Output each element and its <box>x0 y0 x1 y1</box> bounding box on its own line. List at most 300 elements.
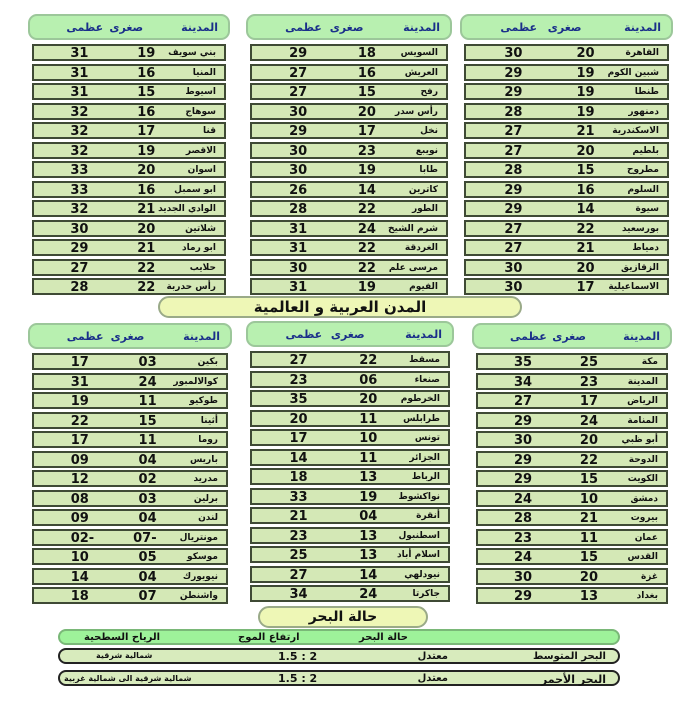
min-temp: 03 <box>138 355 157 370</box>
min-temp: 21 <box>137 202 156 217</box>
city-name: مرسى علم <box>388 262 438 273</box>
city-name: العريش <box>404 67 438 78</box>
city-name: اسيوط <box>185 87 216 97</box>
min-temp: 21 <box>576 241 595 256</box>
city-name: رفح <box>420 87 438 97</box>
city-name: لندن <box>198 513 218 523</box>
max-temp: 19 <box>70 394 89 409</box>
table-row <box>32 451 228 468</box>
column-header-city: المدينة <box>403 21 440 34</box>
min-temp: 23 <box>579 374 598 390</box>
table-row <box>250 220 448 237</box>
min-temp: 11 <box>579 530 598 546</box>
max-temp: 31 <box>70 374 89 390</box>
max-temp: 18 <box>70 589 89 604</box>
table-row <box>464 142 669 159</box>
city-name: طابا <box>419 165 438 175</box>
max-temp: 27 <box>289 65 308 81</box>
max-temp: 28 <box>514 511 533 526</box>
city-name: موسكو <box>187 552 218 562</box>
min-temp: 02 <box>138 472 157 487</box>
max-temp: 29 <box>504 65 523 81</box>
city-name: طنطا <box>634 87 659 97</box>
min-temp: 11 <box>359 450 378 466</box>
min-temp: 24 <box>359 587 378 602</box>
max-temp: 29 <box>504 85 523 100</box>
table-row <box>32 239 226 256</box>
max-temp: 28 <box>289 202 308 217</box>
max-temp: 27 <box>504 124 523 139</box>
table-row <box>464 220 669 237</box>
city-name: شبين الكوم <box>607 67 659 78</box>
min-temp: 19 <box>576 65 595 81</box>
city-name: طوكيو <box>189 396 218 406</box>
table-row <box>250 527 450 544</box>
max-temp: 30 <box>289 260 308 276</box>
min-temp: 16 <box>357 65 376 81</box>
table-row <box>464 259 669 276</box>
max-temp: 30 <box>504 260 523 276</box>
column-header-min: صغرى <box>109 21 144 34</box>
max-temp: 28 <box>70 280 89 295</box>
city-name: كاترين <box>408 184 438 195</box>
city-name: القاهرة <box>625 48 659 58</box>
min-temp: 15 <box>576 163 595 178</box>
max-temp: 27 <box>514 394 533 409</box>
column-header-min: صغرى <box>329 21 364 34</box>
max-temp: 17 <box>289 431 308 446</box>
max-temp: 32 <box>70 202 89 217</box>
city-name: تونس <box>414 433 440 443</box>
city-name: السلوم <box>627 184 659 195</box>
city-name: الخرطوم <box>400 394 440 404</box>
min-temp: 24 <box>357 221 376 237</box>
min-temp: 04 <box>138 569 157 585</box>
max-temp: 30 <box>504 280 523 295</box>
city-name: اسلام أباد <box>397 550 440 560</box>
min-temp: 16 <box>137 182 156 198</box>
sea-row-red-sea <box>58 670 620 686</box>
sea-name: البحر المتوسط <box>533 651 606 662</box>
min-temp: 20 <box>576 260 595 276</box>
max-temp: 29 <box>504 202 523 217</box>
min-temp: 10 <box>579 491 598 507</box>
min-temp: 04 <box>359 509 378 524</box>
table-row <box>476 568 668 585</box>
city-name: القدس <box>627 552 658 562</box>
table-row <box>464 161 669 178</box>
table-row <box>32 220 226 237</box>
table-row <box>250 239 448 256</box>
table-row <box>32 568 228 585</box>
min-temp: 20 <box>576 46 595 61</box>
table-row <box>32 44 226 61</box>
max-temp: 21 <box>289 509 308 524</box>
min-temp: 15 <box>579 550 598 565</box>
table-row <box>250 181 448 198</box>
min-temp: 15 <box>137 85 156 100</box>
max-temp: 32 <box>70 124 89 139</box>
max-temp: 31 <box>289 241 308 256</box>
max-temp: 33 <box>289 489 308 505</box>
table-row <box>32 122 226 139</box>
table-header <box>460 14 673 40</box>
sea-state: معتدل <box>417 673 448 684</box>
table-row <box>32 161 226 178</box>
column-header-city: المدينة <box>181 21 218 34</box>
max-temp: 27 <box>504 241 523 256</box>
table-header <box>28 323 232 349</box>
table-row <box>476 451 668 468</box>
egypt-table-3 <box>28 14 230 295</box>
max-temp: 29 <box>504 182 523 198</box>
city-name: الرباط <box>411 472 440 482</box>
table-row <box>476 509 668 526</box>
city-name: مسقط <box>409 355 440 365</box>
min-temp: 17 <box>576 280 595 295</box>
max-temp: 27 <box>289 567 308 583</box>
city-name: الجزائر <box>409 452 440 463</box>
city-name: نيويورك <box>182 571 218 582</box>
min-temp: 07- <box>133 530 157 546</box>
table-row <box>32 470 228 487</box>
max-temp: 24 <box>514 491 533 507</box>
column-header-city: المدينة <box>183 330 220 343</box>
max-temp: 09 <box>70 511 89 526</box>
city-name: نواكشوط <box>398 491 440 502</box>
table-header <box>246 321 454 347</box>
world-table-3 <box>28 323 232 604</box>
table-row <box>32 259 226 276</box>
max-temp: 30 <box>514 433 533 448</box>
city-name: بلطيم <box>632 145 659 156</box>
table-row <box>32 529 228 546</box>
world-cities-section-title: المدن العربية و العالمية <box>158 296 522 318</box>
city-name: شلاتين <box>185 223 216 234</box>
min-temp: 21 <box>579 511 598 526</box>
min-temp: 23 <box>357 143 376 159</box>
city-name: الفيوم <box>409 282 438 292</box>
table-row <box>250 371 450 388</box>
city-name: المنامة <box>627 415 658 426</box>
min-temp: 21 <box>137 241 156 256</box>
max-temp: 31 <box>70 46 89 61</box>
city-name: بغداد <box>636 591 658 601</box>
min-temp: 19 <box>576 104 595 120</box>
table-row <box>250 278 448 295</box>
city-name: حلايب <box>189 262 216 273</box>
table-row <box>464 44 669 61</box>
max-temp: 30 <box>289 163 308 178</box>
max-temp: 35 <box>514 355 533 370</box>
column-header-city: المدينة <box>623 330 660 343</box>
city-name: بورسعيد <box>621 223 659 234</box>
table-row <box>250 161 448 178</box>
column-header-max: عظمى <box>66 21 104 34</box>
city-name: قنا <box>203 126 216 136</box>
table-row <box>476 587 668 604</box>
min-temp: 04 <box>138 511 157 526</box>
table-row <box>464 200 669 217</box>
min-temp: 18 <box>357 46 376 61</box>
city-name: دمنهور <box>628 106 659 117</box>
max-temp: 35 <box>289 392 308 407</box>
column-header-max: عظمى <box>285 21 322 34</box>
column-header-city: المدينة <box>624 21 661 34</box>
table-row <box>32 64 226 81</box>
max-temp: 23 <box>289 528 308 544</box>
column-header-min: صغرى <box>547 21 582 34</box>
table-row <box>32 509 228 526</box>
sea-name: البحر الأحمر <box>540 673 606 686</box>
table-row <box>464 83 669 100</box>
city-name: الدوحة <box>628 454 658 465</box>
max-temp: 29 <box>289 124 308 139</box>
max-temp: 28 <box>504 163 523 178</box>
table-row <box>32 142 226 159</box>
min-temp: 22 <box>579 452 598 468</box>
table-header <box>472 323 672 349</box>
city-name: اسوان <box>187 165 216 175</box>
max-temp: 30 <box>514 569 533 585</box>
min-temp: 19 <box>576 85 595 100</box>
max-temp: 12 <box>70 472 89 487</box>
table-row <box>32 392 228 409</box>
min-temp: 24 <box>138 374 157 390</box>
sea-header-sea: حالة البحر <box>359 632 408 643</box>
table-row <box>32 431 228 448</box>
max-temp: 33 <box>70 182 89 198</box>
city-name: المنيا <box>192 67 216 78</box>
city-name: برلين <box>193 493 218 504</box>
max-temp: 34 <box>514 374 533 390</box>
max-temp: 26 <box>289 182 308 198</box>
city-name: صنعاء <box>414 374 440 385</box>
min-temp: 22 <box>357 260 376 276</box>
min-temp: 13 <box>359 548 378 563</box>
table-row <box>32 200 226 217</box>
max-temp: 29 <box>289 46 308 61</box>
max-temp: 18 <box>289 470 308 485</box>
table-row <box>476 353 668 370</box>
min-temp: 13 <box>359 470 378 485</box>
min-temp: 21 <box>576 124 595 139</box>
table-row <box>250 259 448 276</box>
table-row <box>250 429 450 446</box>
min-temp: 19 <box>359 489 378 505</box>
city-name: الطور <box>411 204 438 214</box>
city-name: الاقصر <box>185 145 216 156</box>
max-temp: 30 <box>289 143 308 159</box>
min-temp: 25 <box>579 355 598 370</box>
city-name: باريس <box>189 454 218 465</box>
city-name: كوالالمبور <box>173 376 218 387</box>
city-name: غزة <box>640 571 658 582</box>
max-temp: 33 <box>70 163 89 178</box>
city-name: الغردقة <box>404 243 438 253</box>
max-temp: 14 <box>289 450 308 466</box>
max-temp: 24 <box>514 550 533 565</box>
min-temp: 20 <box>357 104 376 120</box>
max-temp: 10 <box>70 550 89 565</box>
min-temp: 16 <box>137 65 156 81</box>
city-name: واشنطن <box>179 591 218 601</box>
max-temp: 31 <box>289 221 308 237</box>
min-temp: 22 <box>137 260 156 276</box>
egypt-table-2 <box>246 14 452 295</box>
city-name: روما <box>198 435 218 445</box>
sea-state-header <box>58 629 620 645</box>
min-temp: 19 <box>357 280 376 295</box>
min-temp: 22 <box>357 241 376 256</box>
min-temp: 20 <box>579 569 598 585</box>
table-row <box>464 278 669 295</box>
city-name: أنقرة <box>416 511 440 521</box>
city-name: دمشق <box>630 493 658 504</box>
min-temp: 16 <box>137 104 156 120</box>
city-name: مكة <box>641 357 658 367</box>
max-temp: 23 <box>289 372 308 388</box>
table-row <box>250 488 450 505</box>
city-name: الاسكندرية <box>612 126 659 136</box>
table-row <box>32 181 226 198</box>
city-name: ابو رماد <box>182 243 216 253</box>
table-row <box>464 181 669 198</box>
min-temp: 17 <box>137 124 156 139</box>
sea-row-mediterranean <box>58 648 620 664</box>
max-temp: 09 <box>70 452 89 468</box>
table-row <box>476 373 668 390</box>
max-temp: 29 <box>70 241 89 256</box>
max-temp: 28 <box>504 104 523 120</box>
min-temp: 03 <box>138 491 157 507</box>
table-row <box>250 468 450 485</box>
city-name: نويبع <box>415 145 438 156</box>
max-temp: 27 <box>289 85 308 100</box>
city-name: شرم الشيخ <box>388 223 438 234</box>
table-row <box>250 410 450 427</box>
min-temp: 20 <box>579 433 598 448</box>
city-name: مدريد <box>193 474 218 484</box>
column-header-min: صغرى <box>330 328 365 341</box>
min-temp: 15 <box>138 413 157 429</box>
min-temp: 22 <box>357 202 376 217</box>
table-row <box>476 490 668 507</box>
table-row <box>250 566 450 583</box>
sea-wind: شمالية شرقية الى شمالية غربية <box>64 674 192 683</box>
max-temp: 20 <box>289 411 308 427</box>
max-temp: 31 <box>70 65 89 81</box>
max-temp: 31 <box>289 280 308 295</box>
column-header-min: صغرى <box>552 330 586 343</box>
arab-table-1 <box>472 323 672 604</box>
max-temp: 30 <box>289 104 308 120</box>
table-row <box>250 200 448 217</box>
min-temp: 22 <box>359 353 378 368</box>
table-header <box>28 14 230 40</box>
table-row <box>250 546 450 563</box>
table-row <box>250 83 448 100</box>
max-temp: 27 <box>70 260 89 276</box>
table-row <box>476 529 668 546</box>
column-header-max: عظمى <box>66 330 104 343</box>
table-row <box>464 122 669 139</box>
table-row <box>250 507 450 524</box>
table-row <box>32 490 228 507</box>
sea-state: معتدل <box>417 651 448 662</box>
min-temp: 11 <box>138 394 157 409</box>
table-row <box>250 351 450 368</box>
min-temp: 20 <box>576 143 595 159</box>
table-row <box>476 392 668 409</box>
city-name: نخل <box>420 126 438 136</box>
max-temp: 29 <box>514 472 533 487</box>
column-header-max: عظمى <box>500 21 538 34</box>
table-row <box>476 470 668 487</box>
min-temp: 20 <box>359 392 378 407</box>
max-temp: 32 <box>70 143 89 159</box>
city-name: أبو ظبي <box>621 435 658 445</box>
table-row <box>476 431 668 448</box>
min-temp: 17 <box>357 124 376 139</box>
max-temp: 30 <box>70 221 89 237</box>
table-row <box>32 412 228 429</box>
min-temp: 11 <box>138 433 157 448</box>
city-name: بكين <box>197 357 218 367</box>
min-temp: 10 <box>359 431 378 446</box>
city-name: نيودلهي <box>404 569 440 580</box>
max-temp: 32 <box>70 104 89 120</box>
city-name: دمياط <box>632 243 659 253</box>
min-temp: 22 <box>137 280 156 295</box>
max-temp: 31 <box>70 85 89 100</box>
min-temp: 17 <box>579 394 598 409</box>
min-temp: 24 <box>579 413 598 429</box>
table-row <box>32 548 228 565</box>
max-temp: 27 <box>504 143 523 159</box>
table-row <box>476 412 668 429</box>
table-row <box>250 585 450 602</box>
city-name: مونتريال <box>179 532 218 543</box>
table-row <box>32 373 228 390</box>
table-row <box>250 103 448 120</box>
sea-state-title: حالة البحر <box>258 606 428 628</box>
max-temp: 27 <box>289 353 308 368</box>
city-name: الوادي الجديد <box>158 204 216 214</box>
column-header-max: عظمى <box>285 328 323 341</box>
sea-wind: شمالية شرقية <box>96 651 153 660</box>
city-name: سيوة <box>635 204 659 214</box>
table-row <box>250 449 450 466</box>
min-temp: 13 <box>579 589 598 604</box>
min-temp: 13 <box>359 528 378 544</box>
city-name: الاسماعيلية <box>608 282 659 292</box>
max-temp: 29 <box>514 413 533 429</box>
max-temp: 22 <box>70 413 89 429</box>
min-temp: 15 <box>579 472 598 487</box>
min-temp: 22 <box>576 221 595 237</box>
table-row <box>32 278 226 295</box>
table-row <box>250 44 448 61</box>
city-name: سوهاج <box>185 106 216 117</box>
table-row <box>250 142 448 159</box>
sea-waves: 1.5 : 2 <box>278 672 318 685</box>
table-row <box>464 239 669 256</box>
table-row <box>476 548 668 565</box>
min-temp: 14 <box>576 202 595 217</box>
city-name: الرياض <box>627 396 658 406</box>
min-temp: 20 <box>137 221 156 237</box>
